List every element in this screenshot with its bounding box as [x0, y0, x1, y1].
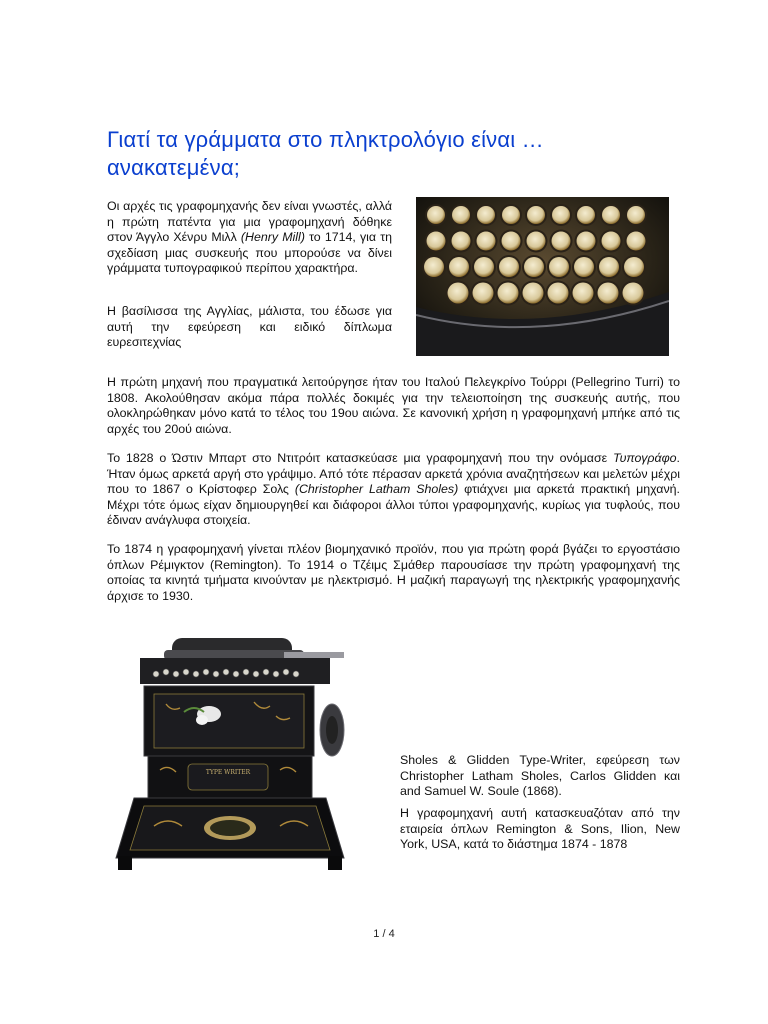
para2-text-c: . Ήταν όμως αρκετά αργή στο γράψιμο. Από τότε πέρασαν αρκετά χρόνια αναζητήσεων και μελετών μέχρι που το 1867 ο Κρίστοφερ Σολς [107, 451, 680, 497]
typewriter-keys-photo [416, 197, 669, 356]
typewriter-keys-image [416, 197, 669, 356]
key-cap [427, 206, 445, 224]
key-cap [477, 206, 495, 224]
para2-text-italic-1: Τυπογράφο [612, 451, 677, 465]
key-cap [502, 206, 520, 224]
sholes-glidden-typewriter-photo [104, 630, 356, 876]
key-cap [452, 206, 470, 224]
key-cap [602, 232, 621, 251]
key-cap [527, 206, 545, 224]
intro1-text-a: Οι αρχές τις γραφομηχανής δεν είναι γνωστές, αλλά η πρώτη πατέντα για μια γραφομηχανή δόθηκε στον Άγγλο Χένρυ Μιλλ [107, 199, 392, 245]
page-title: Γιατί τα γράμματα στο πληκτρολόγιο είναι … ανακατεμένα; [107, 127, 544, 180]
key-cap [523, 283, 544, 304]
key-cap [549, 257, 569, 277]
key-cap [427, 232, 446, 251]
key-cap [602, 206, 620, 224]
key-cap [573, 283, 594, 304]
key-cap [599, 257, 619, 277]
key-cap [499, 257, 519, 277]
key-cap [552, 206, 570, 224]
para2-text-italic-2: (Christopher Latham Sholes) [294, 482, 459, 497]
key-cap [577, 232, 596, 251]
key-cap [598, 283, 619, 304]
para2-text-a: Το 1828 ο Ώστιν Μπαρτ στο Ντιτρόιτ κατασκεύασε μια γραφομηχανή που την ονόμασε [107, 451, 613, 465]
key-cap [449, 257, 469, 277]
key-cap [502, 232, 521, 251]
paragraph-3: Το 1874 η γραφομηχανή γίνεται πλέον βιομηχανικό προϊόν, που για πρώτη φορά βγάζει το εργοστάσιο όπλων Ρέμιγκτον (Remington). Το 1914 ο Τζέιμς Σμάθερ παρουσίασε την πρώτη γραφομηχανή της οποίας τα κινητά τμήματα κινούνταν με ηλεκτρισμό. Η μαζική παραγωγή της ηλεκτρικής γραφομηχανής άρχισε το 1930. [107, 542, 680, 603]
intro1-text-italic: (Henry Mill) [240, 230, 305, 245]
paragraph-2 [107, 451, 680, 529]
key-cap [473, 283, 494, 304]
key-cap [552, 232, 571, 251]
typewriter-image [104, 630, 356, 876]
key-cap [574, 257, 594, 277]
key-cap [623, 283, 644, 304]
key-cap [448, 283, 469, 304]
paragraph-1: Η πρώτη μηχανή που πραγματικά λειτούργησε ήταν του Ιταλού Πελεγκρίνο Τούρρι (Pellegrino Turri) το 1808. Ακολούθησαν ακόμα πάρα πολλές δοκιμές για την τελειοποίηση της συσκευής αυτής, που ολοκληρώθηκαν μόνο κατά το τέλος του 19ου αιώνα. Σε κανονική χρήση η γραφομηχανή μπήκε από τις αρχές του 20ού αιώνα. [107, 375, 680, 436]
image-caption-1: Sholes & Glidden Type-Writer, εφεύρεση των Christopher Latham Sholes, Carlos Glidden και and Samuel W. Soule (1868). [400, 753, 680, 799]
intro1-text-b: το 1714, για τη σχεδίαση μιας συσκευής που μπορούσε να δίνει γράμματα τυπογραφικού περίπου χαρακτήρα. [107, 230, 393, 276]
key-cap [527, 232, 546, 251]
key-cap [627, 206, 645, 224]
key-cap [474, 257, 494, 277]
para2-text-e: φτιάχνει μια αρκετά πρακτική μηχανή. Μέχρι τότε όμως είχαν δημιουργηθεί και διάφοροι άλλοι τύποι γραφομηχανής, κυρίως για τυφλούς, που έδιναν ανάγλυφα στοιχεία. [107, 482, 681, 528]
key-cap [624, 257, 644, 277]
machine-plate-text: TYPE WRITER [205, 769, 251, 776]
intro-paragraph-1 [107, 199, 392, 277]
key-cap [577, 206, 595, 224]
image-caption-2: Η γραφομηχανή αυτή κατασκευαζόταν από την εταιρεία όπλων Remington & Sons, Ilion, New York, USA, κατά το διάστημα 1874 - 1878 [400, 806, 680, 852]
key-cap [498, 283, 519, 304]
key-cap [627, 232, 646, 251]
key-cap [452, 232, 471, 251]
key-cap [477, 232, 496, 251]
page-number: 1 / 4 [373, 928, 395, 940]
intro-paragraph-2: Η βασίλισσα της Αγγλίας, μάλιστα, του έδωσε για αυτή την εφεύρεση και ειδικό δίπλωμα ευρεσιτεχνίας [107, 304, 392, 350]
key-cap [524, 257, 544, 277]
key-cap [424, 257, 444, 277]
key-cap [548, 283, 569, 304]
